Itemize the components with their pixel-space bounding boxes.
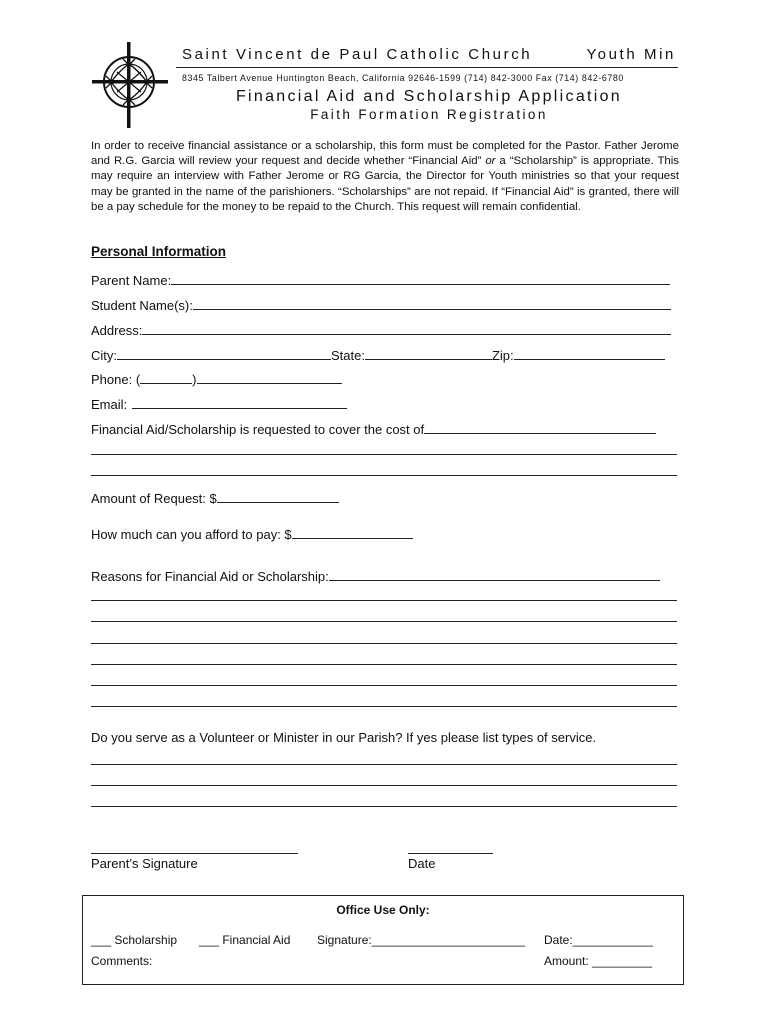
intro-or: or xyxy=(485,155,496,168)
city-state-zip-field[interactable] xyxy=(91,346,677,364)
email-blank[interactable] xyxy=(132,395,347,409)
city-blank[interactable] xyxy=(117,346,331,360)
afford-field[interactable] xyxy=(91,525,677,543)
reasons-line-5[interactable] xyxy=(91,664,677,665)
office-comments[interactable]: Comments: xyxy=(91,954,153,968)
church-cross-logo xyxy=(90,40,170,130)
amount-request-blank[interactable] xyxy=(217,489,339,503)
state-label: State: xyxy=(331,348,365,363)
parent-name-blank[interactable] xyxy=(171,271,670,285)
office-signature[interactable]: Signature:_______________________ xyxy=(317,933,526,947)
ministry-name: Youth Min xyxy=(586,46,676,63)
email-field[interactable] xyxy=(91,395,677,413)
state-blank[interactable] xyxy=(365,346,492,360)
volunteer-question: Do you serve as a Volunteer or Minister in our Parish? If yes please list types of service. xyxy=(91,730,597,745)
cost-line-3[interactable] xyxy=(91,475,677,476)
address-field[interactable] xyxy=(91,321,677,339)
reasons-field[interactable] xyxy=(91,567,677,585)
organization-header xyxy=(182,46,676,66)
office-amount[interactable]: Amount: _________ xyxy=(544,954,653,968)
parent-name-label: Parent Name: xyxy=(91,273,172,288)
city-label: City: xyxy=(91,348,117,363)
reasons-blank[interactable] xyxy=(329,567,660,581)
phone-paren: ) xyxy=(192,372,197,387)
cost-label: Financial Aid/Scholarship is requested to cover the cost of xyxy=(91,422,425,437)
phone-label: Phone: ( xyxy=(91,372,141,387)
student-names-blank[interactable] xyxy=(193,296,671,310)
volunteer-line-3[interactable] xyxy=(91,806,677,807)
personal-information-heading: Personal Information xyxy=(91,244,227,259)
zip-label: Zip: xyxy=(491,348,514,363)
office-scholarship[interactable]: ___ Scholarship xyxy=(91,933,178,947)
reasons-line-6[interactable] xyxy=(91,685,677,686)
reasons-label: Reasons for Financial Aid or Scholarship: xyxy=(91,569,329,584)
form-title: Financial Aid and Scholarship Application xyxy=(235,88,623,105)
address-label: Address: xyxy=(91,323,143,338)
intro-paragraph xyxy=(91,139,679,215)
office-date[interactable]: Date:____________ xyxy=(544,933,653,947)
reasons-line-2[interactable] xyxy=(91,600,677,601)
intro-text-1: In order to receive financial assistance or a scholarship, this form must be completed for the Pastor. Father Jerome and R.G. Garcia will review your request and decide whether “Financial Aid” xyxy=(91,140,679,168)
header-divider xyxy=(176,67,678,68)
student-names-label: Student Name(s): xyxy=(91,298,193,313)
office-financial-aid[interactable]: ___ Financial Aid xyxy=(199,933,291,947)
reasons-line-3[interactable] xyxy=(91,621,677,622)
afford-label: How much can you afford to pay: $ xyxy=(91,527,292,542)
reasons-line-4[interactable] xyxy=(91,643,677,644)
afford-blank[interactable] xyxy=(292,525,413,539)
amount-request-field[interactable] xyxy=(91,489,677,507)
address-blank[interactable] xyxy=(142,321,671,335)
area-code-blank[interactable] xyxy=(140,370,192,384)
organization-address: 8345 Talbert Avenue Huntington Beach, California 92646-1599 (714) 842-3000 Fax (714) 842-6780 xyxy=(182,73,624,83)
organization-name: Saint Vincent de Paul Catholic Church xyxy=(182,46,533,63)
office-use-box xyxy=(82,895,684,985)
date-line[interactable] xyxy=(408,853,493,854)
reasons-line-7[interactable] xyxy=(91,706,677,707)
cost-line-2[interactable] xyxy=(91,454,677,455)
date-label: Date xyxy=(408,856,436,871)
volunteer-line-1[interactable] xyxy=(91,764,677,765)
email-label: Email: xyxy=(91,397,128,412)
parent-signature-label: Parent’s Signature xyxy=(91,856,198,871)
office-use-heading: Office Use Only: xyxy=(336,903,430,917)
parent-name-field[interactable] xyxy=(91,271,677,289)
phone-field[interactable] xyxy=(91,370,677,388)
cost-blank[interactable] xyxy=(424,420,656,434)
zip-blank[interactable] xyxy=(514,346,665,360)
form-subtitle: Faith Formation Registration xyxy=(310,107,548,122)
parent-signature-line[interactable] xyxy=(91,853,298,854)
student-names-field[interactable] xyxy=(91,296,677,314)
phone-number-blank[interactable] xyxy=(197,370,342,384)
cost-field[interactable] xyxy=(91,420,677,438)
intro-text-2: a “Scholarship” is appropriate. This may require an interview with Father Jerome or RG Garcia, the Director for Youth ministries so that your request may be granted in the name of the parishioners. “Scholarships” are not repaid. If “Financial Aid” is granted, there will be a pay schedule for the money to be repaid to the Church. This request will remain confidential. xyxy=(91,155,679,213)
volunteer-line-2[interactable] xyxy=(91,785,677,786)
amount-request-label: Amount of Request: $ xyxy=(91,491,217,506)
